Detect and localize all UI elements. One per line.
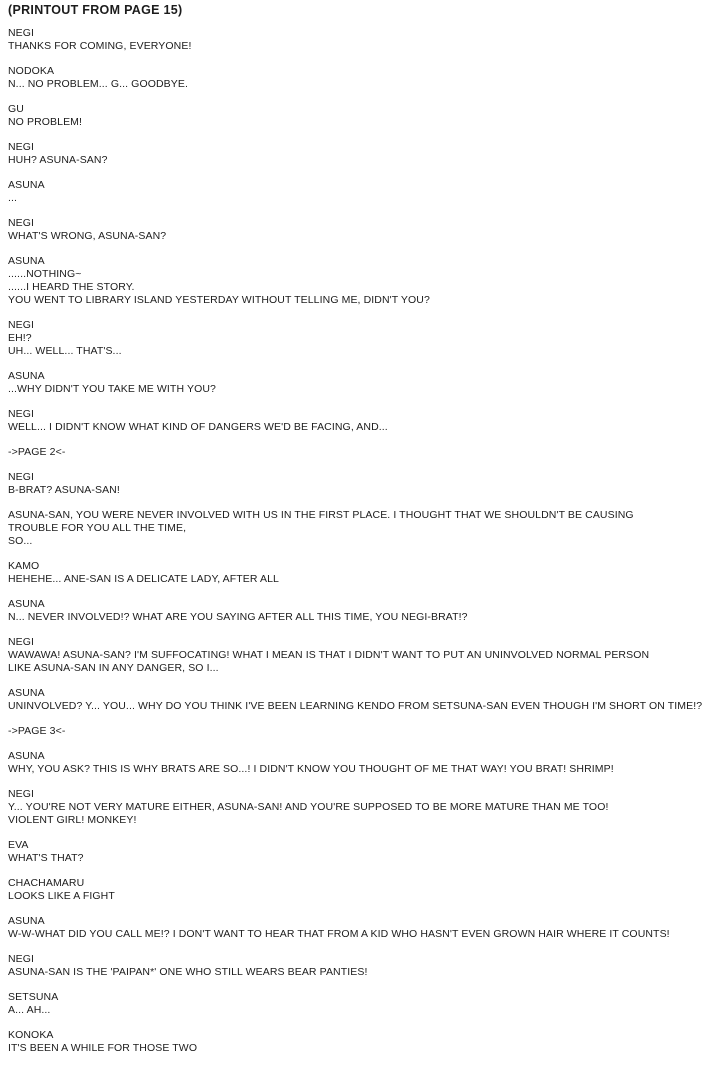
dialogue-block (8, 217, 720, 243)
dialogue-block (8, 788, 720, 827)
page-marker: ->PAGE 2<- (8, 446, 66, 458)
dialogue-line: A... AH... (8, 1004, 51, 1016)
dialogue-line: WHAT'S WRONG, ASUNA-SAN? (8, 230, 167, 242)
dialogue-line: LIKE ASUNA-SAN IN ANY DANGER, SO I... (8, 662, 219, 674)
speaker-name: NEGI (8, 788, 35, 800)
dialogue-block (8, 319, 720, 358)
dialogue-line: IT'S BEEN A WHILE FOR THOSE TWO (8, 1042, 198, 1054)
dialogue-block (8, 839, 720, 865)
dialogue-line: WHAT'S THAT? (8, 852, 84, 864)
speaker-name: NEGI (8, 319, 35, 331)
dialogue-line: WAWAWA! ASUNA-SAN? I'M SUFFOCATING! WHAT I MEAN IS THAT I DIDN'T WANT TO PUT AN UNINVOLVED NORMAL PERSON (8, 649, 650, 661)
speaker-name: NEGI (8, 141, 35, 153)
dialogue-block (8, 636, 720, 675)
speaker-name: ASUNA (8, 370, 45, 382)
dialogue-line: EH!? (8, 332, 32, 344)
dialogue-block (8, 560, 720, 586)
dialogue-line: Y... YOU'RE NOT VERY MATURE EITHER, ASUNA-SAN! AND YOU'RE SUPPOSED TO BE MORE MATURE THAN ME TOO! (8, 801, 609, 813)
dialogue-line: THANKS FOR COMING, EVERYONE! (8, 40, 192, 52)
dialogue-block (8, 915, 720, 941)
page-title: (PRINTOUT FROM PAGE 15) (8, 3, 183, 17)
speaker-name: ASUNA (8, 598, 45, 610)
page-marker: ->PAGE 3<- (8, 725, 66, 737)
speaker-name: CHACHAMARU (8, 877, 85, 889)
dialogue-block (8, 1029, 720, 1055)
dialogue-line: ASUNA-SAN IS THE 'PAIPAN*' ONE WHO STILL WEARS BEAR PANTIES! (8, 966, 368, 978)
dialogue-block (8, 255, 720, 307)
speaker-name: KAMO (8, 560, 40, 572)
dialogue-block (8, 408, 720, 434)
speaker-name: NEGI (8, 408, 35, 420)
speaker-name: ASUNA (8, 915, 45, 927)
speaker-name: ASUNA (8, 687, 45, 699)
speaker-name: ASUNA (8, 179, 45, 191)
dialogue-block (8, 687, 720, 713)
speaker-name: ASUNA (8, 750, 45, 762)
dialogue-line: UH... WELL... THAT'S... (8, 345, 122, 357)
dialogue-line: HEHEHE... ANE-SAN IS A DELICATE LADY, AFTER ALL (8, 573, 279, 585)
dialogue-block (8, 471, 720, 497)
speaker-name: NEGI (8, 217, 35, 229)
dialogue-block (8, 953, 720, 979)
speaker-name: EVA (8, 839, 29, 851)
dialogue-line: B-BRAT? ASUNA-SAN! (8, 484, 120, 496)
dialogue-line: ......I HEARD THE STORY. (8, 281, 135, 293)
speaker-name: SETSUNA (8, 991, 59, 1003)
dialogue-blocks (8, 27, 720, 1055)
dialogue-line: LOOKS LIKE A FIGHT (8, 890, 115, 902)
speaker-name: KONOKA (8, 1029, 54, 1041)
dialogue-line: ......NOTHING~ (8, 268, 82, 280)
dialogue-line: UNINVOLVED? Y... YOU... WHY DO YOU THINK I'VE BEEN LEARNING KENDO FROM SETSUNA-SAN EVEN THOUGH I'M SHORT ON TIME!? (8, 700, 703, 712)
speaker-name: NEGI (8, 953, 35, 965)
dialogue-block (8, 141, 720, 167)
page-marker-block (8, 725, 720, 738)
speaker-name: NEGI (8, 471, 35, 483)
dialogue-block (8, 370, 720, 396)
dialogue-block (8, 750, 720, 776)
dialogue-line: WHY, YOU ASK? THIS IS WHY BRATS ARE SO...! I DIDN'T KNOW YOU THOUGHT OF ME THAT WAY! YOU BRAT! SHRIMP! (8, 763, 614, 775)
speaker-name: NEGI (8, 636, 35, 648)
dialogue-line: W-W-WHAT DID YOU CALL ME!? I DON'T WANT TO HEAR THAT FROM A KID WHO HASN'T EVEN GROWN HAIR WHERE IT COUNTS! (8, 928, 670, 940)
dialogue-line: WELL... I DIDN'T KNOW WHAT KIND OF DANGERS WE'D BE FACING, AND... (8, 421, 388, 433)
dialogue-line: SO... (8, 535, 33, 547)
dialogue-line: TROUBLE FOR YOU ALL THE TIME, (8, 522, 187, 534)
dialogue-block (8, 103, 720, 129)
page-marker-block (8, 446, 720, 459)
dialogue-block (8, 65, 720, 91)
dialogue-line: VIOLENT GIRL! MONKEY! (8, 814, 137, 826)
dialogue-block (8, 27, 720, 53)
dialogue-block (8, 877, 720, 903)
dialogue-block (8, 179, 720, 205)
speaker-name: ASUNA (8, 255, 45, 267)
dialogue-line: NO PROBLEM! (8, 116, 83, 128)
dialogue-line: HUH? ASUNA-SAN? (8, 154, 108, 166)
dialogue-line: ASUNA-SAN, YOU WERE NEVER INVOLVED WITH US IN THE FIRST PLACE. I THOUGHT THAT WE SHOULDN'T BE CAUSING (8, 509, 634, 521)
dialogue-block (8, 598, 720, 624)
dialogue-line: ...WHY DIDN'T YOU TAKE ME WITH YOU? (8, 383, 216, 395)
dialogue-line: YOU WENT TO LIBRARY ISLAND YESTERDAY WITHOUT TELLING ME, DIDN'T YOU? (8, 294, 430, 306)
speaker-name: NEGI (8, 27, 35, 39)
speaker-name: NODOKA (8, 65, 55, 77)
dialogue-line: ... (8, 192, 18, 204)
dialogue-line: N... NO PROBLEM... G... GOODBYE. (8, 78, 188, 90)
speaker-name: GU (8, 103, 24, 115)
dialogue-line: N... NEVER INVOLVED!? WHAT ARE YOU SAYING AFTER ALL THIS TIME, YOU NEGI-BRAT!? (8, 611, 468, 623)
dialogue-block (8, 509, 720, 548)
dialogue-block (8, 991, 720, 1017)
